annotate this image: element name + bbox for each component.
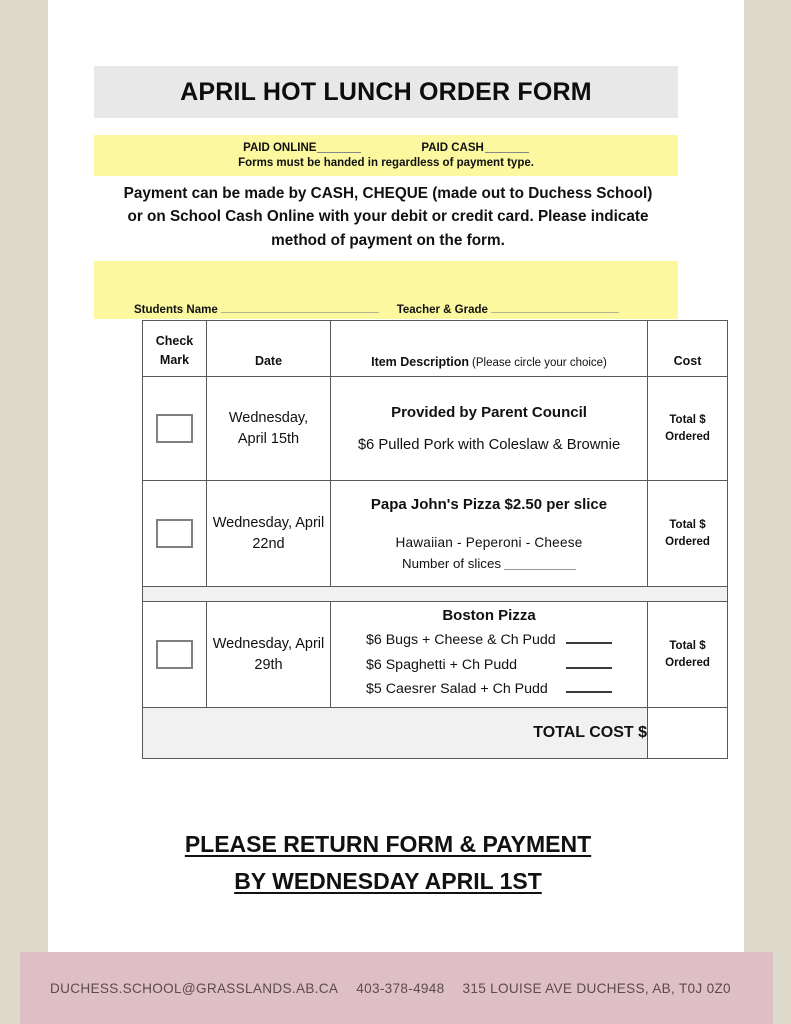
row-2-slices-label: Number of slices	[401, 556, 502, 571]
row-3-item-cell	[331, 602, 648, 708]
header-date-label: Date	[254, 354, 283, 369]
header-item-description-note: (Please circle your choice)	[472, 356, 607, 369]
row-2-item-cell	[331, 481, 648, 587]
paid-cash-blank[interactable]	[485, 152, 529, 153]
row-3-option-list	[331, 628, 647, 701]
row-3-option-3-label: $5 Caesrer Salad + Ch Pudd	[366, 681, 548, 698]
table-header-row	[143, 321, 728, 377]
footer-contact-text	[50, 981, 731, 996]
return-notice	[88, 826, 688, 900]
footer-phone[interactable]: 403-378-4948	[356, 980, 445, 996]
paid-online-blank[interactable]	[317, 152, 361, 153]
row-1-cost-line-2: Ordered	[665, 430, 710, 443]
payment-instructions-line-2: or on School Cash Online with your debit or credit card. Please indicate	[127, 208, 649, 226]
students-name-blank[interactable]	[221, 312, 379, 313]
row-1-item-title: Provided by Parent Council	[391, 404, 587, 421]
total-cost-label: TOTAL COST $	[143, 708, 648, 759]
checkbox-april-29[interactable]	[156, 640, 193, 669]
students-name-label: Students Name	[134, 304, 218, 316]
teacher-grade-field[interactable]	[397, 304, 619, 316]
row-3-date-line-1: Wednesday, April	[212, 635, 325, 652]
row-3-date-line-2: 29th	[254, 656, 283, 673]
row-3-item-title: Boston Pizza	[442, 607, 536, 625]
teacher-grade-label: Teacher & Grade	[396, 304, 488, 316]
paid-online-label: PAID ONLINE	[243, 142, 317, 154]
form-title-band	[94, 66, 678, 118]
row-3-option-2-label: $6 Spaghetti + Ch Pudd	[366, 656, 518, 673]
row-2-item-title: Papa John's Pizza $2.50 per slice	[370, 496, 608, 513]
header-item-description-label: Item Description	[371, 354, 470, 369]
row-1-item-cell	[331, 377, 648, 481]
row-3-option-1-label: $6 Bugs + Cheese & Ch Pudd	[366, 632, 556, 649]
row-3-cost-line-1: Total $	[669, 639, 706, 652]
row-1-check-cell[interactable]	[143, 377, 207, 481]
return-notice-line-2-text: BY WEDNESDAY APRIL 1ST	[234, 867, 542, 894]
row-3-check-cell[interactable]	[143, 602, 207, 708]
row-3-option-3[interactable]	[331, 677, 647, 701]
checkbox-april-22[interactable]	[156, 519, 193, 548]
header-cost	[648, 321, 728, 377]
header-check-mark	[143, 321, 207, 377]
header-check-mark-line-2: Mark	[159, 352, 190, 367]
payment-instructions-line-1: Payment can be made by CASH, CHEQUE (made out to Duchess School)	[123, 185, 653, 202]
row-1-date-line-2: April 15th	[237, 430, 300, 447]
paid-cash-field[interactable]	[421, 142, 528, 154]
footer-address: 315 LOUISE AVE DUCHESS, AB, T0J 0Z0	[462, 980, 731, 996]
table-row	[143, 481, 728, 587]
row-2-slices-blank[interactable]	[504, 569, 576, 570]
return-notice-line-1-text: PLEASE RETURN FORM & PAYMENT	[184, 831, 592, 857]
paid-online-field[interactable]	[243, 142, 361, 154]
return-notice-line-2	[88, 863, 688, 900]
row-3-option-1[interactable]	[331, 628, 647, 652]
row-1-cost-cell[interactable]	[648, 377, 728, 481]
table-row	[143, 602, 728, 708]
footer-email[interactable]: DUCHESS.SCHOOL@GRASSLANDS.AB.CA	[50, 980, 339, 996]
row-1-date-line-1: Wednesday,	[228, 409, 309, 426]
row-2-date-line-2: 22nd	[252, 535, 285, 552]
row-2-date-line-1: Wednesday, April	[212, 514, 325, 531]
row-1-cost-line-1: Total $	[669, 413, 706, 426]
students-name-field[interactable]	[134, 304, 379, 316]
row-2-cost-line-1: Total $	[669, 518, 706, 531]
payment-method-band	[94, 135, 678, 176]
teacher-grade-blank[interactable]	[491, 312, 619, 313]
table-row	[143, 377, 728, 481]
header-item-description	[331, 321, 648, 377]
page-title: APRIL HOT LUNCH ORDER FORM	[180, 77, 592, 106]
row-3-date-cell	[207, 602, 331, 708]
total-cost-row	[143, 708, 728, 759]
row-3-cost-cell[interactable]	[648, 602, 728, 708]
row-1-item-line: $6 Pulled Pork with Coleslaw & Brownie	[357, 437, 621, 453]
document-page	[48, 0, 744, 1024]
row-3-option-2[interactable]	[331, 653, 647, 677]
row-2-cost-cell[interactable]	[648, 481, 728, 587]
row-3-option-1-blank[interactable]	[566, 642, 612, 644]
table-spacer-row	[143, 587, 728, 602]
forms-handed-in-note: Forms must be handed in regardless of payment type.	[238, 157, 534, 169]
student-info-band	[94, 261, 678, 319]
order-table	[142, 320, 728, 759]
row-2-slices-field[interactable]	[331, 556, 647, 571]
row-1-date-cell	[207, 377, 331, 481]
total-cost-input[interactable]	[648, 708, 728, 759]
row-2-check-cell[interactable]	[143, 481, 207, 587]
payment-method-row	[243, 142, 529, 154]
footer-contact-bar	[20, 952, 773, 1024]
payment-instructions-line-3: method of payment on the form.	[271, 231, 505, 249]
row-2-pizza-choices[interactable]: Hawaiian - Peperoni - Cheese	[395, 535, 583, 550]
return-notice-line-1	[88, 826, 688, 863]
header-date	[207, 321, 331, 377]
checkbox-april-15[interactable]	[156, 414, 193, 443]
table-spacer-cell	[143, 587, 728, 602]
row-3-option-3-blank[interactable]	[566, 691, 612, 693]
row-3-cost-line-2: Ordered	[665, 656, 710, 669]
student-info-fields	[94, 304, 678, 316]
header-check-mark-line-1: Check	[155, 334, 194, 349]
row-2-date-cell	[207, 481, 331, 587]
row-2-cost-line-2: Ordered	[665, 535, 710, 548]
header-cost-label: Cost	[673, 354, 702, 369]
paid-cash-label: PAID CASH	[421, 142, 484, 154]
payment-instructions	[88, 182, 688, 252]
row-3-option-2-blank[interactable]	[566, 667, 612, 669]
